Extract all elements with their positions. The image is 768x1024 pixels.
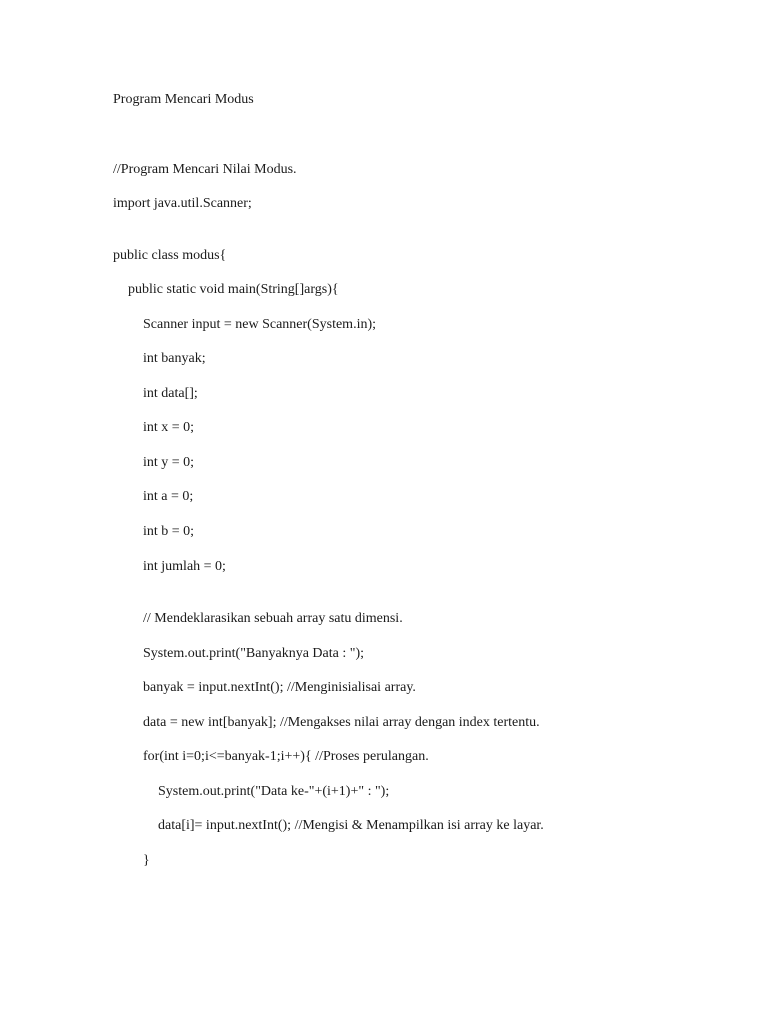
- code-line: System.out.print("Data ke-"+(i+1)+" : ");: [158, 784, 390, 799]
- document-title: Program Mencari Modus: [113, 92, 254, 107]
- code-comment-line: //Program Mencari Nilai Modus.: [113, 162, 297, 177]
- code-line: Scanner input = new Scanner(System.in);: [143, 317, 377, 332]
- code-line: int data[];: [143, 386, 198, 401]
- code-line: int jumlah = 0;: [143, 559, 226, 574]
- code-line: int x = 0;: [143, 420, 195, 435]
- code-line: int banyak;: [143, 351, 206, 366]
- code-class-declaration: public class modus{: [113, 248, 227, 263]
- code-comment-line: // Mendeklarasikan sebuah array satu dimensi.: [143, 611, 403, 626]
- code-line: int a = 0;: [143, 489, 194, 504]
- code-main-method: public static void main(String[]args){: [128, 282, 339, 297]
- code-line: data[i]= input.nextInt(); //Mengisi & Menampilkan isi array ke layar.: [158, 818, 544, 833]
- code-import-line: import java.util.Scanner;: [113, 196, 252, 211]
- code-line: int b = 0;: [143, 524, 195, 539]
- code-line: data = new int[banyak]; //Mengakses nilai array dengan index tertentu.: [143, 715, 540, 730]
- code-line: int y = 0;: [143, 455, 195, 470]
- code-closing-brace: }: [143, 853, 150, 868]
- code-for-loop-line: for(int i=0;i<=banyak-1;i++){ //Proses perulangan.: [143, 749, 429, 764]
- code-line: System.out.print("Banyaknya Data : ");: [143, 646, 364, 661]
- code-line: banyak = input.nextInt(); //Menginisialisai array.: [143, 680, 416, 695]
